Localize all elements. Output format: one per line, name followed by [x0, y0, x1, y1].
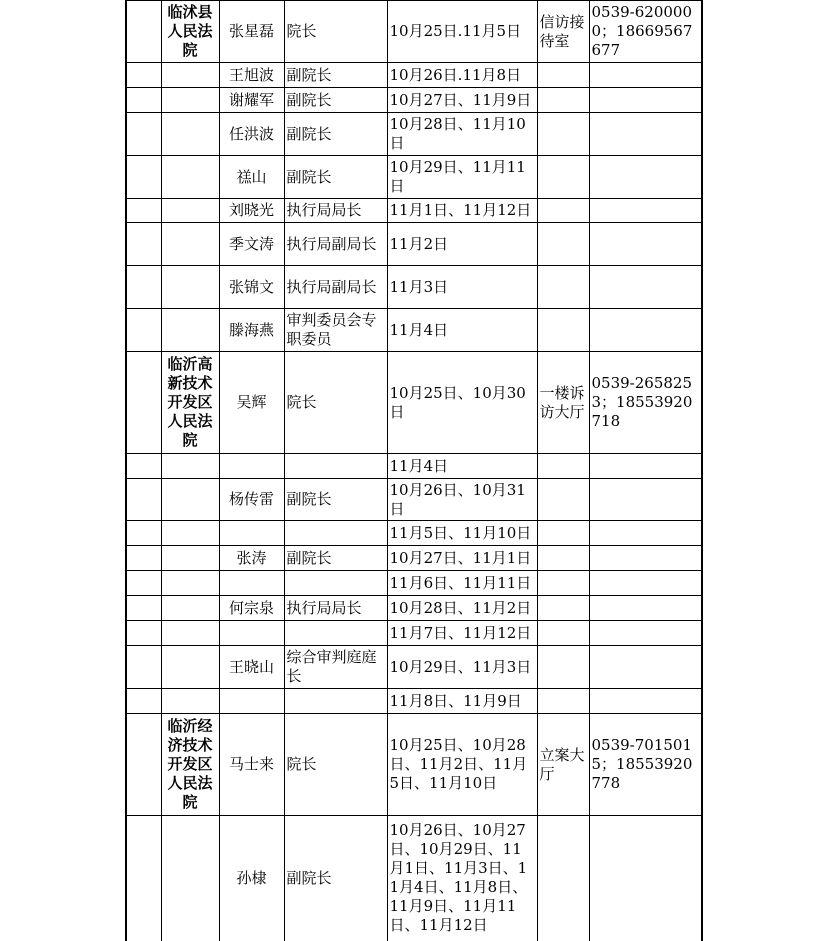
contact-phone	[589, 596, 702, 621]
table-row	[126, 816, 702, 941]
person-name	[219, 571, 284, 596]
court-name: 临沂高新技术开发区人民法院	[161, 352, 219, 454]
court-name	[161, 88, 219, 113]
index-cell	[126, 596, 161, 621]
court-name	[161, 689, 219, 714]
person-name: 谢耀军	[219, 88, 284, 113]
job-title	[284, 454, 387, 479]
table-row	[126, 646, 702, 689]
reception-place	[537, 454, 589, 479]
court-name	[161, 816, 219, 941]
reception-place	[537, 546, 589, 571]
person-name	[219, 454, 284, 479]
reception-dates: 11月1日、11月12日	[387, 199, 537, 223]
reception-place	[537, 223, 589, 266]
reception-place: 一楼诉访大厅	[537, 352, 589, 454]
reception-dates: 10月28日、11月2日	[387, 596, 537, 621]
job-title: 副院长	[284, 88, 387, 113]
table-row	[126, 454, 702, 479]
job-title	[284, 689, 387, 714]
court-name	[161, 571, 219, 596]
job-title: 执行局局长	[284, 596, 387, 621]
schedule-rows	[126, 1, 702, 941]
court-name: 临沂经济技术开发区人民法院	[161, 714, 219, 816]
duty-schedule	[125, 0, 703, 941]
table-row	[126, 571, 702, 596]
contact-phone	[589, 156, 702, 199]
job-title: 执行局局长	[284, 199, 387, 223]
index-cell	[126, 521, 161, 546]
reception-place	[537, 63, 589, 88]
person-name: 杨传雷	[219, 479, 284, 521]
reception-dates: 11月6日、11月11日	[387, 571, 537, 596]
contact-phone	[589, 266, 702, 309]
reception-place	[537, 521, 589, 546]
contact-phone: 0539-6200000；18669567677	[589, 1, 702, 63]
reception-dates: 11月3日	[387, 266, 537, 309]
table-row	[126, 521, 702, 546]
person-name	[219, 521, 284, 546]
job-title: 执行局副局长	[284, 223, 387, 266]
table-row	[126, 63, 702, 88]
reception-dates: 10月25日、10月28日、11月2日、11月5日、11月10日	[387, 714, 537, 816]
contact-phone	[589, 88, 702, 113]
court-name: 临沭县人民法院	[161, 1, 219, 63]
reception-place	[537, 266, 589, 309]
court-name	[161, 646, 219, 689]
contact-phone	[589, 479, 702, 521]
index-cell	[126, 199, 161, 223]
job-title: 副院长	[284, 816, 387, 941]
job-title: 副院长	[284, 113, 387, 156]
reception-dates: 10月25日、10月30日	[387, 352, 537, 454]
table-row	[126, 156, 702, 199]
reception-place: 立案大厅	[537, 714, 589, 816]
job-title: 院长	[284, 714, 387, 816]
table-row	[126, 621, 702, 646]
table-row	[126, 88, 702, 113]
person-name: 何宗泉	[219, 596, 284, 621]
contact-phone	[589, 571, 702, 596]
reception-schedule-table	[125, 0, 703, 941]
court-name	[161, 63, 219, 88]
person-name: 张锦文	[219, 266, 284, 309]
reception-dates: 10月28日、11月10日	[387, 113, 537, 156]
reception-dates: 10月27日、11月9日	[387, 88, 537, 113]
reception-dates: 11月7日、11月12日	[387, 621, 537, 646]
index-cell	[126, 571, 161, 596]
reception-dates: 10月29日、11月11日	[387, 156, 537, 199]
reception-dates: 10月26日.11月8日	[387, 63, 537, 88]
index-cell	[126, 352, 161, 454]
job-title	[284, 571, 387, 596]
contact-phone	[589, 546, 702, 571]
reception-dates: 10月26日、10月31日	[387, 479, 537, 521]
table-row	[126, 199, 702, 223]
reception-dates: 11月4日	[387, 454, 537, 479]
index-cell	[126, 621, 161, 646]
court-name	[161, 309, 219, 352]
index-cell	[126, 479, 161, 521]
index-cell	[126, 816, 161, 941]
table-row	[126, 596, 702, 621]
reception-place	[537, 621, 589, 646]
person-name	[219, 621, 284, 646]
contact-phone	[589, 63, 702, 88]
court-name	[161, 266, 219, 309]
reception-place	[537, 309, 589, 352]
contact-phone	[589, 223, 702, 266]
job-title: 副院长	[284, 546, 387, 571]
court-name	[161, 621, 219, 646]
table-row	[126, 546, 702, 571]
reception-dates: 11月2日	[387, 223, 537, 266]
person-name: 禚山	[219, 156, 284, 199]
court-name	[161, 199, 219, 223]
index-cell	[126, 454, 161, 479]
table-row	[126, 113, 702, 156]
index-cell	[126, 63, 161, 88]
reception-dates: 10月26日、10月27日、10月29日、11月1日、11月3日、11月4日、11月8日、11月9日、11月11日、11月12日	[387, 816, 537, 941]
job-title	[284, 521, 387, 546]
reception-place	[537, 88, 589, 113]
person-name: 滕海燕	[219, 309, 284, 352]
table-row	[126, 352, 702, 454]
contact-phone	[589, 309, 702, 352]
person-name: 王旭波	[219, 63, 284, 88]
person-name: 孙棣	[219, 816, 284, 941]
contact-phone: 0539-7015015；18553920778	[589, 714, 702, 816]
index-cell	[126, 714, 161, 816]
reception-place	[537, 596, 589, 621]
reception-dates: 11月8日、11月9日	[387, 689, 537, 714]
reception-place	[537, 113, 589, 156]
table-row	[126, 689, 702, 714]
job-title: 执行局副局长	[284, 266, 387, 309]
contact-phone	[589, 816, 702, 941]
contact-phone	[589, 199, 702, 223]
index-cell	[126, 266, 161, 309]
reception-place	[537, 816, 589, 941]
table-row	[126, 714, 702, 816]
person-name: 马士来	[219, 714, 284, 816]
reception-dates: 10月27日、11月1日	[387, 546, 537, 571]
index-cell	[126, 689, 161, 714]
court-name	[161, 521, 219, 546]
reception-dates: 11月4日	[387, 309, 537, 352]
index-cell	[126, 646, 161, 689]
court-name	[161, 223, 219, 266]
index-cell	[126, 156, 161, 199]
contact-phone	[589, 113, 702, 156]
person-name: 张涛	[219, 546, 284, 571]
reception-place	[537, 199, 589, 223]
job-title: 副院长	[284, 479, 387, 521]
person-name: 张星磊	[219, 1, 284, 63]
court-name	[161, 546, 219, 571]
reception-place: 信访接待室	[537, 1, 589, 63]
index-cell	[126, 88, 161, 113]
table-row	[126, 266, 702, 309]
index-cell	[126, 113, 161, 156]
reception-place	[537, 156, 589, 199]
index-cell	[126, 1, 161, 63]
table-row	[126, 223, 702, 266]
person-name: 王晓山	[219, 646, 284, 689]
person-name: 刘晓光	[219, 199, 284, 223]
contact-phone	[589, 454, 702, 479]
person-name: 季文涛	[219, 223, 284, 266]
contact-phone	[589, 689, 702, 714]
job-title: 副院长	[284, 63, 387, 88]
job-title	[284, 621, 387, 646]
court-name	[161, 596, 219, 621]
person-name: 任洪波	[219, 113, 284, 156]
reception-place	[537, 479, 589, 521]
court-name	[161, 156, 219, 199]
table-row	[126, 479, 702, 521]
job-title: 院长	[284, 1, 387, 63]
court-name	[161, 479, 219, 521]
reception-place	[537, 571, 589, 596]
person-name: 吴辉	[219, 352, 284, 454]
job-title: 副院长	[284, 156, 387, 199]
job-title: 综合审判庭庭长	[284, 646, 387, 689]
index-cell	[126, 309, 161, 352]
table-row	[126, 309, 702, 352]
contact-phone	[589, 646, 702, 689]
court-name	[161, 454, 219, 479]
index-cell	[126, 546, 161, 571]
contact-phone	[589, 621, 702, 646]
person-name	[219, 689, 284, 714]
contact-phone: 0539-2658253；18553920718	[589, 352, 702, 454]
contact-phone	[589, 521, 702, 546]
reception-dates: 10月25日.11月5日	[387, 1, 537, 63]
table-row	[126, 1, 702, 63]
reception-dates: 10月29日、11月3日	[387, 646, 537, 689]
index-cell	[126, 223, 161, 266]
job-title: 院长	[284, 352, 387, 454]
court-name	[161, 113, 219, 156]
reception-place	[537, 689, 589, 714]
job-title: 审判委员会专职委员	[284, 309, 387, 352]
reception-dates: 11月5日、11月10日	[387, 521, 537, 546]
reception-place	[537, 646, 589, 689]
